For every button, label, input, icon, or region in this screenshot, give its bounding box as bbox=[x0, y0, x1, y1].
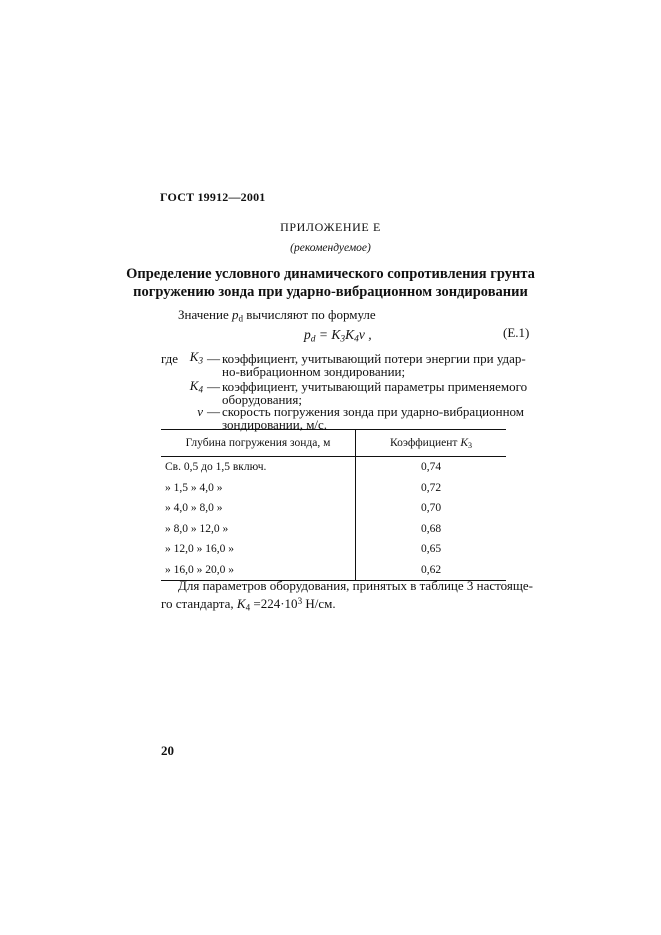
table-row bbox=[161, 457, 506, 478]
coefficient-cell: 0,62 bbox=[356, 560, 507, 581]
appendix-subtitle: (рекомендуемое) bbox=[290, 242, 371, 254]
definition-text: коэффициент, учитывающий параметры применяемого bbox=[222, 379, 528, 394]
coefficient-cell: 0,72 bbox=[420, 481, 442, 494]
depth-cell: » 8,0 » 12,0 » bbox=[161, 519, 356, 540]
definition-dash: — bbox=[207, 351, 220, 366]
coefficient-cell: 0,68 bbox=[420, 522, 442, 535]
depth-cell: » 4,0 » 8,0 » bbox=[161, 498, 356, 519]
depth-cell: » 16,0 » 20,0 » bbox=[161, 560, 356, 581]
depth-cell: » 12,0 » 16,0 » bbox=[161, 539, 356, 560]
table-row bbox=[161, 498, 506, 519]
definitions-where: где bbox=[161, 351, 179, 366]
note-line-2: го стандарта, $K_4 =224\cdot 10^3$ Н/см. bbox=[161, 596, 336, 613]
table-row bbox=[161, 478, 506, 499]
coefficient-cell: 0,65 bbox=[420, 543, 442, 556]
coefficient-cell: 0,74 bbox=[420, 461, 442, 474]
definition-text: оборудования; bbox=[222, 392, 302, 407]
appendix-title: ПРИЛОЖЕНИЕ Е bbox=[280, 220, 381, 234]
page-number: 20 bbox=[161, 743, 174, 758]
definition-text: коэффициент, учитывающий потери энергии при удар- bbox=[222, 351, 526, 366]
intro-sentence: Значение $p_d$ вычисляют по формуле bbox=[178, 307, 376, 324]
document-id: ГОСТ 19912—2001 bbox=[160, 190, 266, 204]
table-row bbox=[161, 539, 506, 560]
definition-dash: — bbox=[207, 404, 220, 419]
section-heading-line-2: погружению зонда при ударно-вибрационном зондировании bbox=[133, 284, 528, 300]
depth-cell: Св. 0,5 до 1,5 включ. bbox=[161, 457, 356, 478]
depth-cell: » 1,5 » 4,0 » bbox=[161, 478, 356, 499]
definition-symbol-k4: $K_4$ bbox=[189, 378, 203, 395]
formula-number: (Е.1) bbox=[503, 325, 530, 340]
definition-text: но-вибрационном зондировании; bbox=[222, 364, 406, 379]
definition-text: скорость погружения зонда при ударно-вибрационном bbox=[222, 404, 525, 419]
coefficient-table bbox=[161, 429, 506, 581]
note-line-1: Для параметров оборудования, принятых в таблице 3 настояще- bbox=[178, 578, 533, 593]
column-header-coefficient: Коэффициент $K_3$ bbox=[356, 430, 507, 457]
table-header-row bbox=[161, 430, 506, 457]
column-header-depth: Глубина погружения зонда, м bbox=[161, 430, 356, 457]
formula: $p_d = K_3K_4v$ , bbox=[304, 327, 372, 345]
definition-symbol-k3: $K_3$ bbox=[189, 349, 203, 366]
coefficient-cell: 0,70 bbox=[420, 502, 442, 515]
table-row bbox=[161, 519, 506, 540]
definition-symbol-v: v bbox=[197, 404, 203, 419]
definition-text: зондировании, м/с. bbox=[222, 417, 328, 432]
definition-dash: — bbox=[207, 379, 220, 394]
section-heading-line-1: Определение условного динамического сопротивления грунта bbox=[126, 266, 535, 282]
